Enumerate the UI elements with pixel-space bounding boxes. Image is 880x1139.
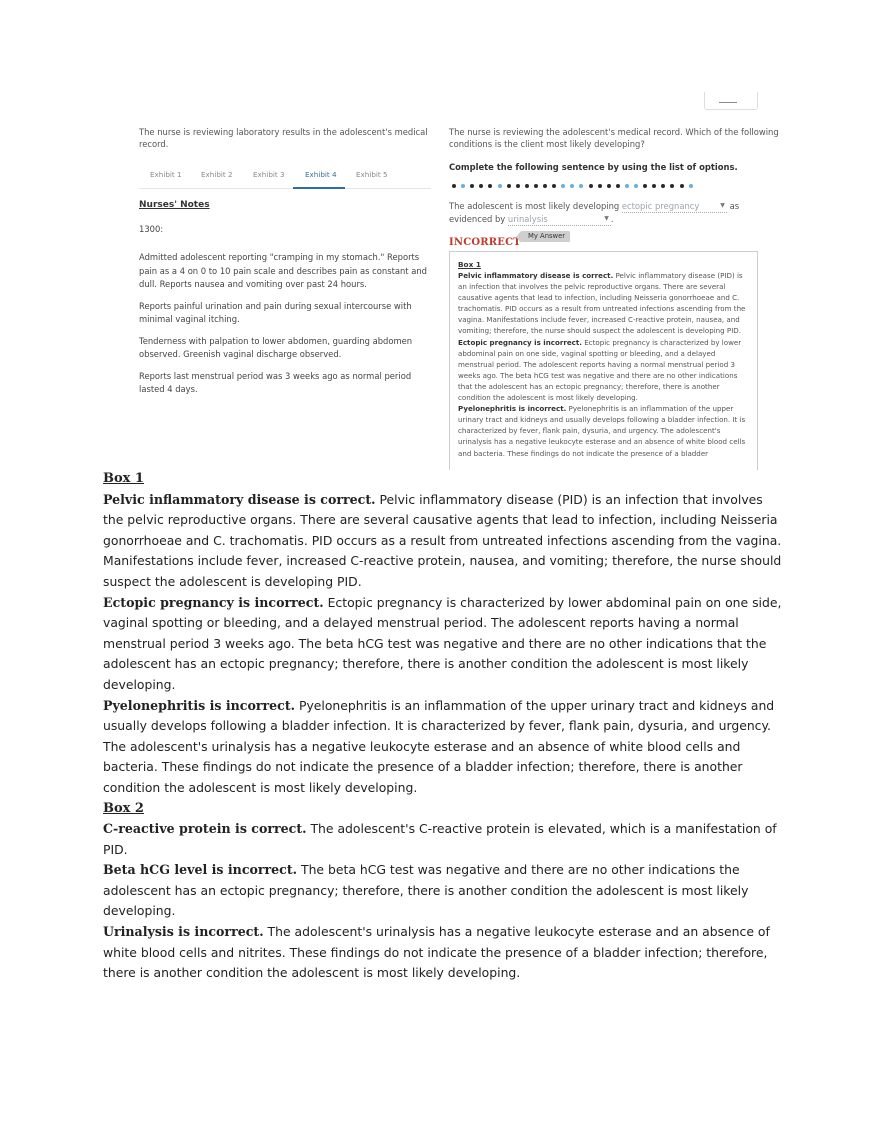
cloze-sentence <box>449 200 779 226</box>
rationale-text: Ectopic pregnancy is characterized by lower abdominal pain on one side, vaginal spotting or bleeding, and a delayed menstrual period. The adolescent reports having a normal menstrual period 3 weeks ago. The beta hCG test was negative and there are no other indications that the adolescent has an ectopic pregnancy; therefore, there is another condition the adolescent is most likely developing. <box>458 337 742 403</box>
rationale-text: Pelvic inflammatory disease (PID) is an infection that involves the pelvic reproductive organs. There are several causative agents that lead to infection, including Neisseria gonorrhoeae and C. trachomatis. PID occurs as a result from untreated infections ascending from the vagina. Manifestations include fever, increased C-reactive protein, nausea, and vomiting; therefore, the nurse should suspect the adolescent is developing PID. <box>458 271 746 336</box>
progress-dot[interactable] <box>616 184 620 188</box>
evidence-dropdown[interactable] <box>508 213 611 226</box>
item-text: The adolescent's urinalysis has a negative leukocyte esterase and an absence of white blood cells and nitrites. These findings do not indicate the presence of a bladder infection; therefore, there is another condition the adolescent is most likely developing. <box>103 924 770 981</box>
progress-dot[interactable] <box>452 184 456 188</box>
progress-dot[interactable] <box>634 184 638 188</box>
minimize-tab[interactable] <box>704 92 758 110</box>
rationale-text: Pyelonephritis is an inflammation of the upper urinary tract and kidneys and usually develops following a bladder infection. It is characterized by fever, flank pain, dysuria, and urgency. The adolescent's urinalysis has a negative leukocyte esterase and an absence of white blood cells and bacteria. These findings do not indicate the presence of a bladder <box>458 404 746 458</box>
nurse-note: Reports last menstrual period was 3 weeks ago as normal period lasted 4 days. <box>139 370 412 394</box>
item-text: Pyelonephritis is an inflammation of the upper urinary tract and kidneys and usually develops following a bladder infection. It is characterized by fever, flank pain, dysuria, and urgency. The adolescent's urinalysis has a negative leukocyte esterase and an absence of white blood cells and bacteria. These findings do not indicate the presence of a bladder infection; therefore, there is another condition the adolescent is most likely developing. <box>103 697 775 795</box>
exhibit-pane <box>139 126 431 405</box>
progress-dot[interactable] <box>525 184 529 188</box>
sentence-part: as <box>729 201 740 211</box>
box1-title: Box 1 <box>103 471 144 486</box>
progress-dot[interactable] <box>670 184 674 188</box>
progress-dot[interactable] <box>570 184 574 188</box>
my-answer-button[interactable]: My Answer <box>521 231 570 242</box>
tab-exhibit-2[interactable]: Exhibit 2 <box>201 170 233 179</box>
tab-exhibit-3[interactable]: Exhibit 3 <box>253 170 285 179</box>
progress-dot[interactable] <box>652 184 656 188</box>
item-lead: Pyelonephritis is incorrect. <box>103 697 296 713</box>
rationale-lead: Pelvic inflammatory disease is correct. <box>458 271 614 280</box>
progress-dot[interactable] <box>498 184 502 188</box>
progress-dot[interactable] <box>607 184 611 188</box>
result-row <box>449 230 779 246</box>
tab-exhibit-1[interactable]: Exhibit 1 <box>150 170 182 179</box>
progress-dot[interactable] <box>479 184 483 188</box>
nurse-note: Tenderness with palpation to lower abdomen, guarding abdomen observed. Greenish vaginal discharge observed. <box>139 335 413 359</box>
progress-dot[interactable] <box>470 184 474 188</box>
item-text: The beta hCG test was negative and there are no other indications the adolescent has an ectopic pregnancy; therefore, there is another condition the adolescent is most likely developing. <box>103 862 749 919</box>
item-lead: Pelvic inflammatory disease is correct. <box>103 491 376 507</box>
nurse-note: Reports painful urination and pain during sexual intercourse with minimal vaginal itching. <box>139 300 412 324</box>
progress-dot[interactable] <box>488 184 492 188</box>
progress-dot[interactable] <box>516 184 520 188</box>
nurse-note: Admitted adolescent reporting "cramping in my stomach." Reports pain as a 4 on 0 to 10 pain scale and describes pain as constant and dull. Reports nausea and vomiting over past 24 hours. <box>139 252 427 289</box>
rationale-paragraph <box>458 403 749 458</box>
tab-exhibit-5[interactable]: Exhibit 5 <box>356 170 388 179</box>
dropdown-value: urinalysis <box>507 214 548 224</box>
box2-item <box>103 819 783 860</box>
notes-time: 1300: <box>139 224 164 234</box>
item-text: Ectopic pregnancy is characterized by lower abdominal pain on one side, vaginal spotting or bleeding, and a delayed menstrual period. The adolescent reports having a normal menstrual period 3 weeks ago. The beta hCG test was negative and there are no other indications that the adolescent has an ectopic pregnancy; therefore, there is another condition the adolescent is most likely developing. <box>103 594 782 692</box>
box1-item <box>103 696 783 799</box>
rationale-box-title: Box 1 <box>458 260 481 269</box>
box1-item <box>103 593 783 696</box>
progress-dots <box>449 182 779 192</box>
progress-dot[interactable] <box>661 184 665 188</box>
progress-dot[interactable] <box>461 184 465 188</box>
rationale-lead: Ectopic pregnancy is incorrect. <box>458 337 582 347</box>
exhibit-prompt: The nurse is reviewing laboratory results in the adolescent's medical record. <box>139 127 428 149</box>
progress-dot[interactable] <box>534 184 538 188</box>
progress-dot[interactable] <box>680 184 684 188</box>
question-prompt: The nurse is reviewing the adolescent's medical record. Which of the following conditions is the client most likely developing? <box>449 127 779 149</box>
active-tab-indicator <box>293 187 345 189</box>
exhibit-tabs <box>139 162 431 189</box>
item-text: Pelvic inflammatory disease (PID) is an infection that involves the pelvic reproductive organs. There are several causative agents that lead to infection, including Neisseria gonorrhoeae and C. trachomatis. PID occurs as a result from untreated infections ascending from the vagina. Manifestations include fever, increased C-reactive protein, nausea, and vomiting; therefore, the nurse should suspect the adolescent is developing PID. <box>103 491 782 589</box>
exam-screenshot <box>128 92 812 470</box>
progress-dot[interactable] <box>643 184 647 188</box>
rationale-lead: Pyelonephritis is incorrect. <box>458 404 567 414</box>
progress-dot[interactable] <box>552 184 556 188</box>
rationale-document <box>103 469 783 984</box>
item-lead: Ectopic pregnancy is incorrect. <box>103 594 324 610</box>
progress-dot[interactable] <box>625 184 629 188</box>
nurses-notes-heading: Nurses' Notes <box>139 200 210 210</box>
chevron-down-icon: ▼ <box>720 202 725 209</box>
box2-title: Box 2 <box>103 800 144 816</box>
question-pane <box>449 126 779 458</box>
rationale-paragraph <box>458 270 749 337</box>
sentence-part: The adolescent is most likely developing <box>449 201 620 211</box>
progress-dot[interactable] <box>589 184 593 188</box>
rationale-box <box>449 251 758 470</box>
sentence-part: evidenced by <box>449 214 506 224</box>
condition-dropdown[interactable] <box>622 200 727 213</box>
progress-dot[interactable] <box>561 184 565 188</box>
result-label: INCORRECT <box>449 237 521 248</box>
progress-dot[interactable] <box>543 184 547 188</box>
dropdown-value: ectopic pregnancy <box>621 201 700 211</box>
box1-item <box>103 490 783 593</box>
question-instruction: Complete the following sentence by using the list of options. <box>449 162 738 172</box>
sentence-part: . <box>610 214 614 224</box>
rationale-paragraph <box>458 337 749 404</box>
progress-dot[interactable] <box>579 184 583 188</box>
item-text: The adolescent's C-reactive protein is elevated, which is a manifestation of PID. <box>103 821 777 857</box>
progress-dot[interactable] <box>507 184 511 188</box>
box2-item <box>103 860 783 922</box>
item-lead: Urinalysis is incorrect. <box>103 924 264 940</box>
box2-item <box>103 922 783 984</box>
chevron-down-icon: ▼ <box>604 215 609 222</box>
tab-exhibit-4[interactable]: Exhibit 4 <box>305 170 337 179</box>
progress-dot[interactable] <box>689 184 693 188</box>
item-lead: C-reactive protein is correct. <box>103 821 307 837</box>
item-lead: Beta hCG level is incorrect. <box>103 862 298 878</box>
progress-dot[interactable] <box>598 184 602 188</box>
